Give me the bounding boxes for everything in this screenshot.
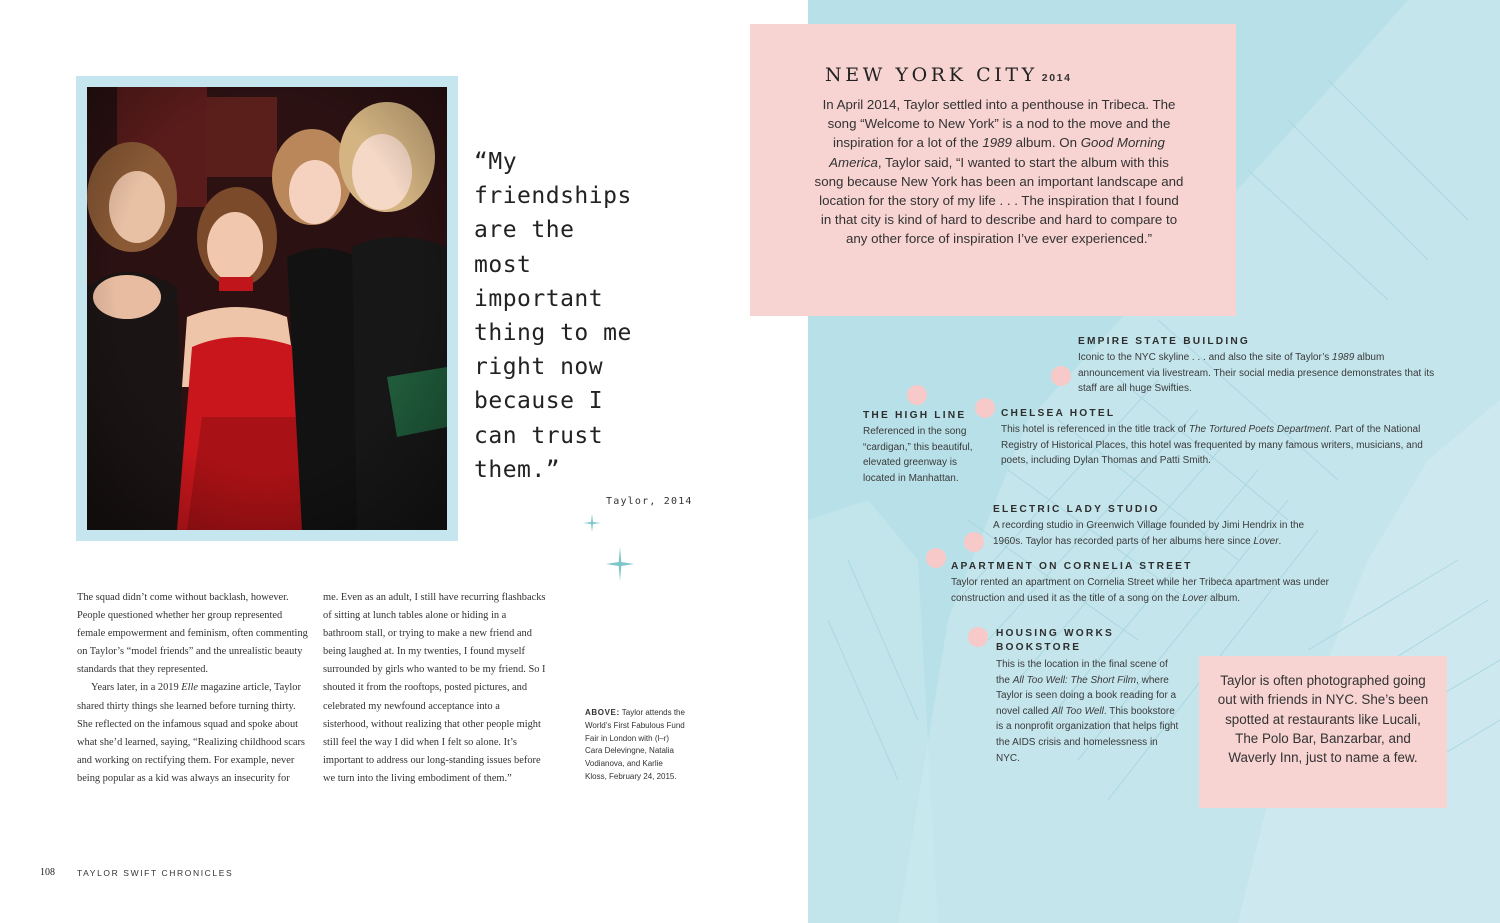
- page-title: NEW YORK CITY: [825, 64, 1038, 86]
- location-name-empire-state: EMPIRE STATE BUILDING: [1078, 336, 1251, 347]
- location-marker: [975, 398, 995, 418]
- location-name-cornelia-street: APARTMENT ON CORNELIA STREET: [951, 561, 1193, 572]
- title-year: 2014: [1041, 72, 1072, 84]
- location-name-housing-works: HOUSING WORKS BOOKSTORE: [996, 628, 1115, 653]
- body-column-2: [323, 589, 547, 788]
- quote-attribution: Taylor, 2014: [606, 496, 693, 507]
- location-marker: [926, 548, 946, 568]
- photo-caption: [585, 707, 685, 784]
- location-desc-high-line: Referenced in the song “cardigan,” this beautiful, elevated greenway is located in Manhattan.: [863, 426, 973, 484]
- body-paragraph: The squad didn’t come without backlash, however. People questioned whether her group represented female empowerment and feminism, often commenting on Taylor’s “model friends” and the unrealistic beauty standards that they represented.: [77, 592, 308, 676]
- location-marker: [964, 532, 984, 552]
- sparkle-icon: [606, 547, 634, 581]
- location-name-electric-lady: ELECTRIC LADY STUDIO: [993, 504, 1160, 515]
- photo-frame: [76, 76, 458, 541]
- location-name-high-line: THE HIGH LINE: [863, 410, 967, 421]
- title-line: [825, 64, 1072, 86]
- location-name-chelsea-hotel: CHELSEA HOTEL: [1001, 408, 1116, 419]
- caption-label: ABOVE:: [585, 708, 620, 717]
- caption-text: Taylor attends the World’s First Fabulous Fund Fair in London with (l–r) Cara Delevingne, Natalia Vodianova, and Karlie Kloss, February 24, 2015.: [585, 708, 685, 781]
- intro-text: In April 2014, Taylor settled into a penthouse in Tribeca. The song “Welcome to New York” is a nod to the move and the inspiration for a lot of the 1989 album. On Good Morning America, Taylor said, “I wanted to start the album with this song because New York has been an important landscape and location for the story of my life . . . The inspiration that I found in that city is kind of hard to describe and hard to compare to any other force of inspiration I’ve ever experienced.”: [814, 97, 1184, 247]
- running-head: TAYLOR SWIFT CHRONICLES: [77, 868, 234, 878]
- location-desc-chelsea-hotel: This hotel is referenced in the title track of The Tortured Poets Department. Part of the National Registry of Historical Places, this hotel was frequented by many famous writers, musicians, and poets, including Dylan Thomas and Patti Smith.: [1001, 424, 1423, 467]
- sparkle-icon: [583, 514, 601, 532]
- body-paragraph: me. Even as an adult, I still have recurring flashbacks of sitting at lunch tables alone or hiding in a bathroom stall, or trying to make a new friend and being laughed at. In my twenties, I found myself surrounded by girls who wanted to be my friend. So I shouted it from the rooftops, posted pictures, and celebrated my newfound acceptance into a sisterhood, without realizing that other people might still feel the way I did when I felt so alone. It’s important to address our long-standing issues before we turn into the living embodiment of them.”: [323, 592, 546, 784]
- location-desc-empire-state: Iconic to the NYC skyline . . . and also the site of Taylor’s 1989 album announcement via livestream. Their social media presence demonstrates that its staff are all huge Swifties.: [1078, 352, 1435, 395]
- sidebar-text: Taylor is often photographed going out with friends in NYC. She’s been spotted at restaurants like Lucali, The Polo Bar, Banzarbar, and Waverly Inn, just to name a few.: [1217, 673, 1429, 766]
- group-photo: [87, 87, 447, 530]
- page-number: 108: [40, 867, 55, 878]
- body-column-1: [77, 589, 309, 788]
- location-marker: [1051, 366, 1071, 386]
- pull-quote: “My friendships are the most important thing to me right now because I can trust them.”: [474, 149, 632, 483]
- location-desc-cornelia-street: Taylor rented an apartment on Cornelia Street while her Tribeca apartment was under construction and used it as the title of a song on the Lover album.: [951, 577, 1329, 604]
- location-marker: [968, 627, 988, 647]
- location-desc-housing-works: This is the location in the final scene of the All Too Well: The Short Film, where Taylor is seen doing a book reading for a novel called All Too Well. This bookstore is a nonprofit organization that helps fight the AIDS crisis and homelessness in NYC.: [996, 659, 1179, 764]
- body-paragraph: Years later, in a 2019 Elle magazine article, Taylor shared thirty things she learned before turning thirty. She reflected on the infamous squad and spoke about what she’d learned, saying, “Realizing childhood scars and working on rectifying them. For example, never being popular as a kid was always an insecurity for: [77, 682, 305, 784]
- location-desc-electric-lady: A recording studio in Greenwich Village founded by Jimi Hendrix in the 1960s. Taylor has recorded parts of her albums here since Lover.: [993, 520, 1305, 547]
- location-marker: [907, 385, 927, 405]
